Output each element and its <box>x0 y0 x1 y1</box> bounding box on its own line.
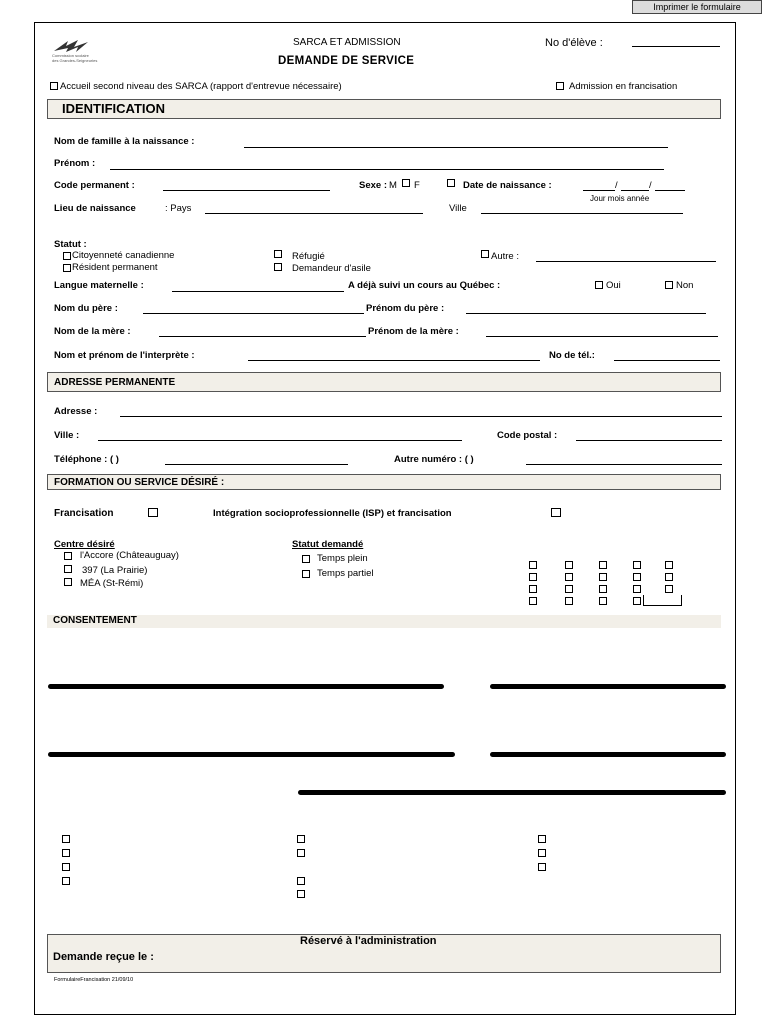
grid-checkbox[interactable] <box>633 597 641 605</box>
tel-label: No de tél.: <box>549 350 595 361</box>
grid-checkbox[interactable] <box>665 561 673 569</box>
consent-checkbox[interactable] <box>297 849 305 857</box>
grid-checkbox[interactable] <box>599 573 607 581</box>
date-day-field[interactable] <box>583 190 615 191</box>
non-checkbox[interactable] <box>665 281 673 289</box>
redaction-bar <box>48 752 455 757</box>
statut-demande-label: Statut demandé <box>292 539 364 550</box>
centre-label: Centre désiré <box>54 539 115 550</box>
print-form-button[interactable]: Imprimer le formulaire <box>632 0 762 14</box>
grid-checkbox[interactable] <box>633 573 641 581</box>
autre-label: Autre : <box>491 251 519 262</box>
lieu-naissance-label: Lieu de naissance <box>54 203 136 214</box>
form-subtitle: DEMANDE DE SERVICE <box>278 55 415 67</box>
oui-checkbox[interactable] <box>595 281 603 289</box>
ville-label: Ville : <box>54 430 80 441</box>
consent-checkbox[interactable] <box>62 835 70 843</box>
refugie-checkbox[interactable] <box>274 250 282 258</box>
code-permanent-field[interactable] <box>163 190 330 191</box>
demande-recue-label: Demande reçue le : <box>53 951 154 963</box>
adresse-field[interactable] <box>120 416 722 417</box>
grid-checkbox[interactable] <box>565 561 573 569</box>
grid-checkbox[interactable] <box>565 585 573 593</box>
pays-label: : Pays <box>165 203 192 214</box>
date-hint: Jour mois année <box>590 194 650 203</box>
admin-title: Réservé à l'administration <box>300 935 437 947</box>
citoyen-label: Citoyenneté canadienne <box>72 250 175 261</box>
sexe-m-checkbox[interactable] <box>402 179 410 187</box>
sexe-f-label: F <box>414 180 420 191</box>
centre-mea-checkbox[interactable] <box>64 578 72 586</box>
langue-field[interactable] <box>172 291 344 292</box>
nom-mere-field[interactable] <box>159 336 366 337</box>
grid-checkbox[interactable] <box>565 573 573 581</box>
grid-checkbox[interactable] <box>599 597 607 605</box>
org-name-line1: Commission scolaire <box>52 53 89 58</box>
grid-checkbox[interactable] <box>633 561 641 569</box>
logo-icon <box>52 38 92 54</box>
date-naissance-label: Date de naissance : <box>463 180 552 191</box>
date-month-field[interactable] <box>621 190 649 191</box>
francisation-label: Francisation <box>54 508 114 519</box>
formation-heading: FORMATION OU SERVICE DÉSIRÉ : <box>54 477 225 488</box>
temps-partiel-label: Temps partiel <box>317 568 374 579</box>
tel-field[interactable] <box>614 360 720 361</box>
centre-accore-checkbox[interactable] <box>64 552 72 560</box>
grid-checkbox[interactable] <box>529 597 537 605</box>
langue-label: Langue maternelle : <box>54 280 144 291</box>
demandeur-label: Demandeur d'asile <box>292 263 371 274</box>
adresse-label: Adresse : <box>54 406 98 417</box>
accueil-label: Accueil second niveau des SARCA (rapport d'entrevue nécessaire) <box>60 81 342 92</box>
prenom-label: Prénom : <box>54 158 96 169</box>
telephone-label: Téléphone : ( ) <box>54 454 119 465</box>
identification-heading: IDENTIFICATION <box>62 101 166 116</box>
student-no-label: No d'élève : <box>545 37 603 49</box>
adresse-heading: ADRESSE PERMANENTE <box>54 377 176 388</box>
nom-famille-field[interactable] <box>244 147 668 148</box>
adresse-section <box>47 372 721 392</box>
grid-checkbox[interactable] <box>665 573 673 581</box>
prenom-field[interactable] <box>110 169 664 170</box>
admission-label: Admission en francisation <box>569 81 678 92</box>
isp-checkbox[interactable] <box>551 508 561 517</box>
consent-checkbox[interactable] <box>538 835 546 843</box>
grid-checkbox[interactable] <box>565 597 573 605</box>
accueil-checkbox[interactable] <box>50 82 58 90</box>
nom-famille-label: Nom de famille à la naissance : <box>54 136 195 147</box>
code-permanent-label: Code permanent : <box>54 180 135 191</box>
date-sep1: / <box>615 180 618 191</box>
autre-checkbox[interactable] <box>481 250 489 258</box>
grid-checkbox[interactable] <box>599 561 607 569</box>
temps-partiel-checkbox[interactable] <box>302 570 310 578</box>
form-title: SARCA ET ADMISSION <box>293 37 401 48</box>
student-no-field[interactable] <box>632 46 720 47</box>
resident-checkbox[interactable] <box>63 264 71 272</box>
redaction-bar <box>48 684 444 689</box>
citoyen-checkbox[interactable] <box>63 252 71 260</box>
temps-plein-checkbox[interactable] <box>302 555 310 563</box>
deja-suivi-label: A déjà suivi un cours au Québec : <box>348 280 501 291</box>
interprete-label: Nom et prénom de l'interprète : <box>54 350 195 361</box>
centre-accore-label: l'Accore (Châteauguay) <box>80 550 179 561</box>
ville-naissance-field[interactable] <box>481 213 683 214</box>
oui-label: Oui <box>606 280 621 291</box>
code-postal-label: Code postal : <box>497 430 558 441</box>
grid-checkbox[interactable] <box>665 585 673 593</box>
nom-mere-label: Nom de la mère : <box>54 326 131 337</box>
consent-checkbox[interactable] <box>62 863 70 871</box>
demandeur-checkbox[interactable] <box>274 263 282 271</box>
admission-checkbox[interactable] <box>556 82 564 90</box>
prenom-mere-label: Prénom de la mère : <box>368 326 459 337</box>
autre-field[interactable] <box>536 261 716 262</box>
footer-code: FormulaireFrancisation 21/09/10 <box>54 977 134 983</box>
grid-checkbox[interactable] <box>633 585 641 593</box>
redaction-bar <box>490 684 726 689</box>
grid-checkbox[interactable] <box>529 585 537 593</box>
org-name-line2: des Grandes-Seigneuries <box>52 58 98 63</box>
non-label: Non <box>676 280 694 291</box>
prenom-pere-field[interactable] <box>466 313 706 314</box>
centre-mea-label: MÉA (St-Rémi) <box>80 578 144 589</box>
interprete-field[interactable] <box>248 360 540 361</box>
identification-section <box>47 99 721 119</box>
consent-checkbox[interactable] <box>297 877 305 885</box>
redaction-bar <box>490 752 726 757</box>
temps-plein-label: Temps plein <box>317 553 368 564</box>
consent-checkbox[interactable] <box>62 877 70 885</box>
consent-checkbox[interactable] <box>297 890 305 898</box>
date-sep2: / <box>649 180 652 191</box>
grid-checkbox[interactable] <box>529 573 537 581</box>
sexe-m-label: M <box>389 180 397 191</box>
telephone-field[interactable] <box>165 464 348 465</box>
francisation-checkbox[interactable] <box>148 508 158 517</box>
nom-pere-label: Nom du père : <box>54 303 118 314</box>
isp-label: Intégration socioprofessionnelle (ISP) et francisation <box>213 508 452 519</box>
ville-field[interactable] <box>98 440 462 441</box>
nom-pere-field[interactable] <box>143 313 364 314</box>
consent-checkbox[interactable] <box>297 835 305 843</box>
pays-field[interactable] <box>205 213 423 214</box>
consent-checkbox[interactable] <box>538 849 546 857</box>
grid-bracket <box>643 595 682 606</box>
centre-397-checkbox[interactable] <box>64 565 72 573</box>
sexe-f-checkbox[interactable] <box>447 179 455 187</box>
autre-numero-field[interactable] <box>526 464 722 465</box>
autre-numero-label: Autre numéro : ( ) <box>394 454 474 465</box>
prenom-pere-label: Prénom du père : <box>366 303 445 314</box>
consent-checkbox[interactable] <box>538 863 546 871</box>
grid-checkbox[interactable] <box>529 561 537 569</box>
centre-397-label: 397 (La Prairie) <box>82 565 148 576</box>
ville-naissance-label: Ville <box>449 203 467 214</box>
consent-checkbox[interactable] <box>62 849 70 857</box>
sexe-label: Sexe : <box>359 180 387 191</box>
prenom-mere-field[interactable] <box>486 336 718 337</box>
redaction-bar <box>298 790 726 795</box>
grid-checkbox[interactable] <box>599 585 607 593</box>
refugie-label: Réfugié <box>292 251 325 262</box>
formation-section <box>47 474 721 490</box>
statut-label: Statut : <box>54 239 87 250</box>
resident-label: Résident permanent <box>72 262 158 273</box>
code-postal-field[interactable] <box>576 440 722 441</box>
consentement-section <box>47 615 721 628</box>
date-year-field[interactable] <box>655 190 685 191</box>
consentement-heading: CONSENTEMENT <box>53 615 137 626</box>
